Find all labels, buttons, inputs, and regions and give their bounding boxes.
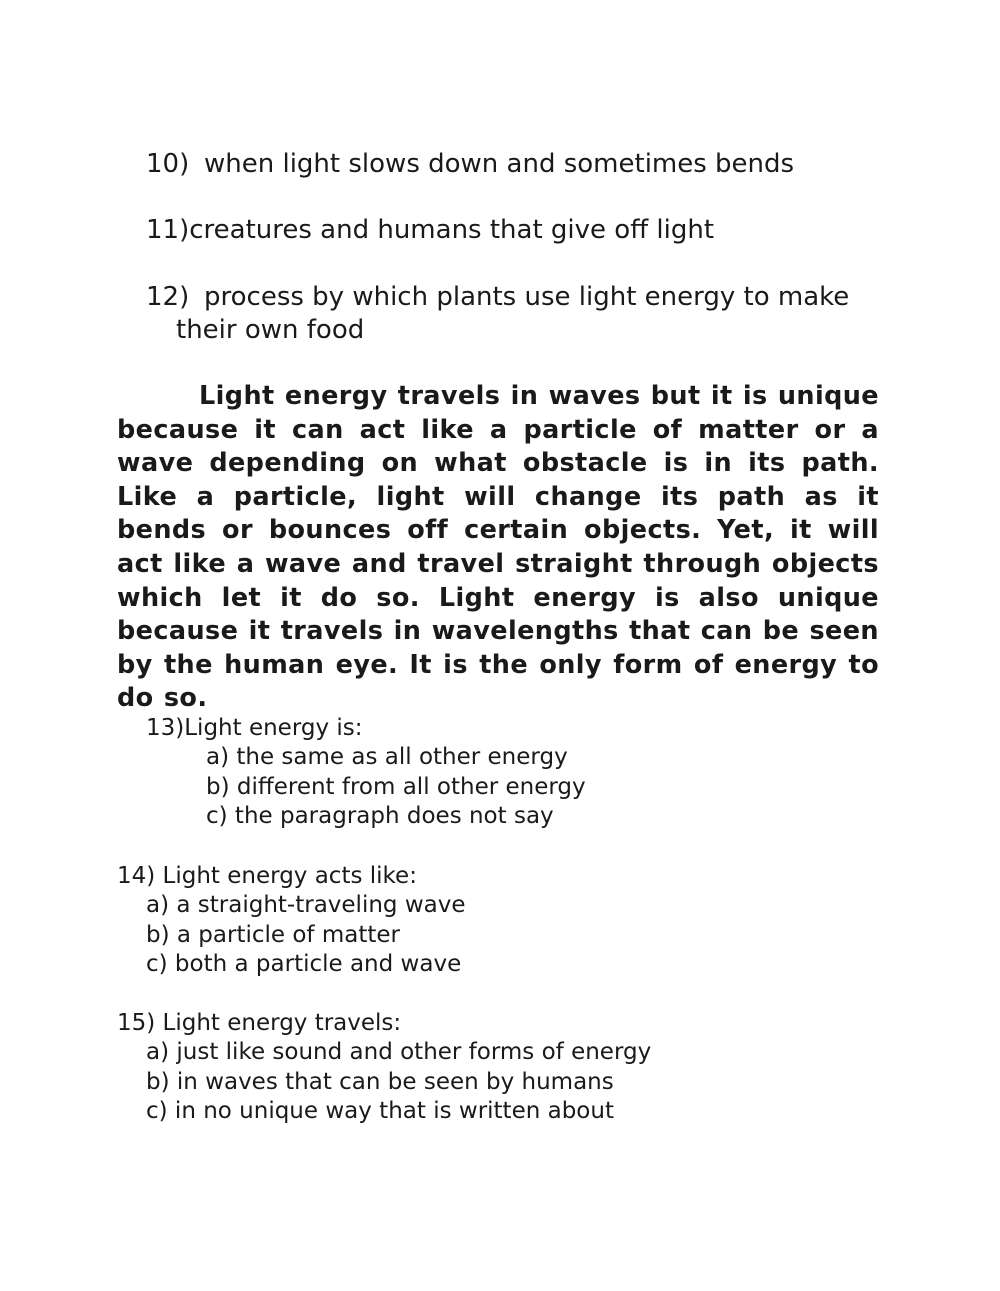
definition-text-continuation: their own food [176,315,365,345]
definition-10 [146,147,794,181]
answer-option-c: c) both a particle and wave [146,950,462,977]
reading-passage: Light energy travels in waves but it is unique because it can act like a particle of matter or a wave depending on what obstacle is in its path. Like a particle, light will change its path as it bends or bounces off certain objects. Yet, it will act like a wave and travel straight through objects which let it do so. Light energy is also unique because it travels in wavelengths that can be seen by the human eye. It is the only form of energy to do so. [117,381,879,714]
definition-number: 10) [146,149,190,179]
definition-text: process by which plants use light energy to make [204,282,850,312]
question-14 [117,862,465,979]
answer-option-a: a) just like sound and other forms of energy [146,1039,652,1066]
answer-option-c: c) the paragraph does not say [206,802,554,829]
definition-number: 12) [146,282,190,312]
question-13 [146,714,586,831]
answer-option-b: b) different from all other energy [206,773,586,800]
question-stem: 14) Light energy acts like: [117,863,417,889]
question-stem: 15) Light energy travels: [117,1010,402,1036]
answer-option-a: a) the same as all other energy [206,744,568,771]
definition-number: 11) [146,215,190,245]
question-15 [117,1009,651,1126]
question-stem: 13)Light energy is: [146,715,363,741]
answer-option-b: b) a particle of matter [146,921,400,948]
definition-12 [146,280,849,314]
definition-text: when light slows down and sometimes bends [204,149,795,179]
definition-11 [146,213,714,247]
answer-option-c: c) in no unique way that is written about [146,1097,614,1124]
answer-option-b: b) in waves that can be seen by humans [146,1068,614,1095]
definition-text: creatures and humans that give off light [189,215,715,245]
definition-12-continuation [176,313,364,347]
answer-option-a: a) a straight-traveling wave [146,892,466,919]
